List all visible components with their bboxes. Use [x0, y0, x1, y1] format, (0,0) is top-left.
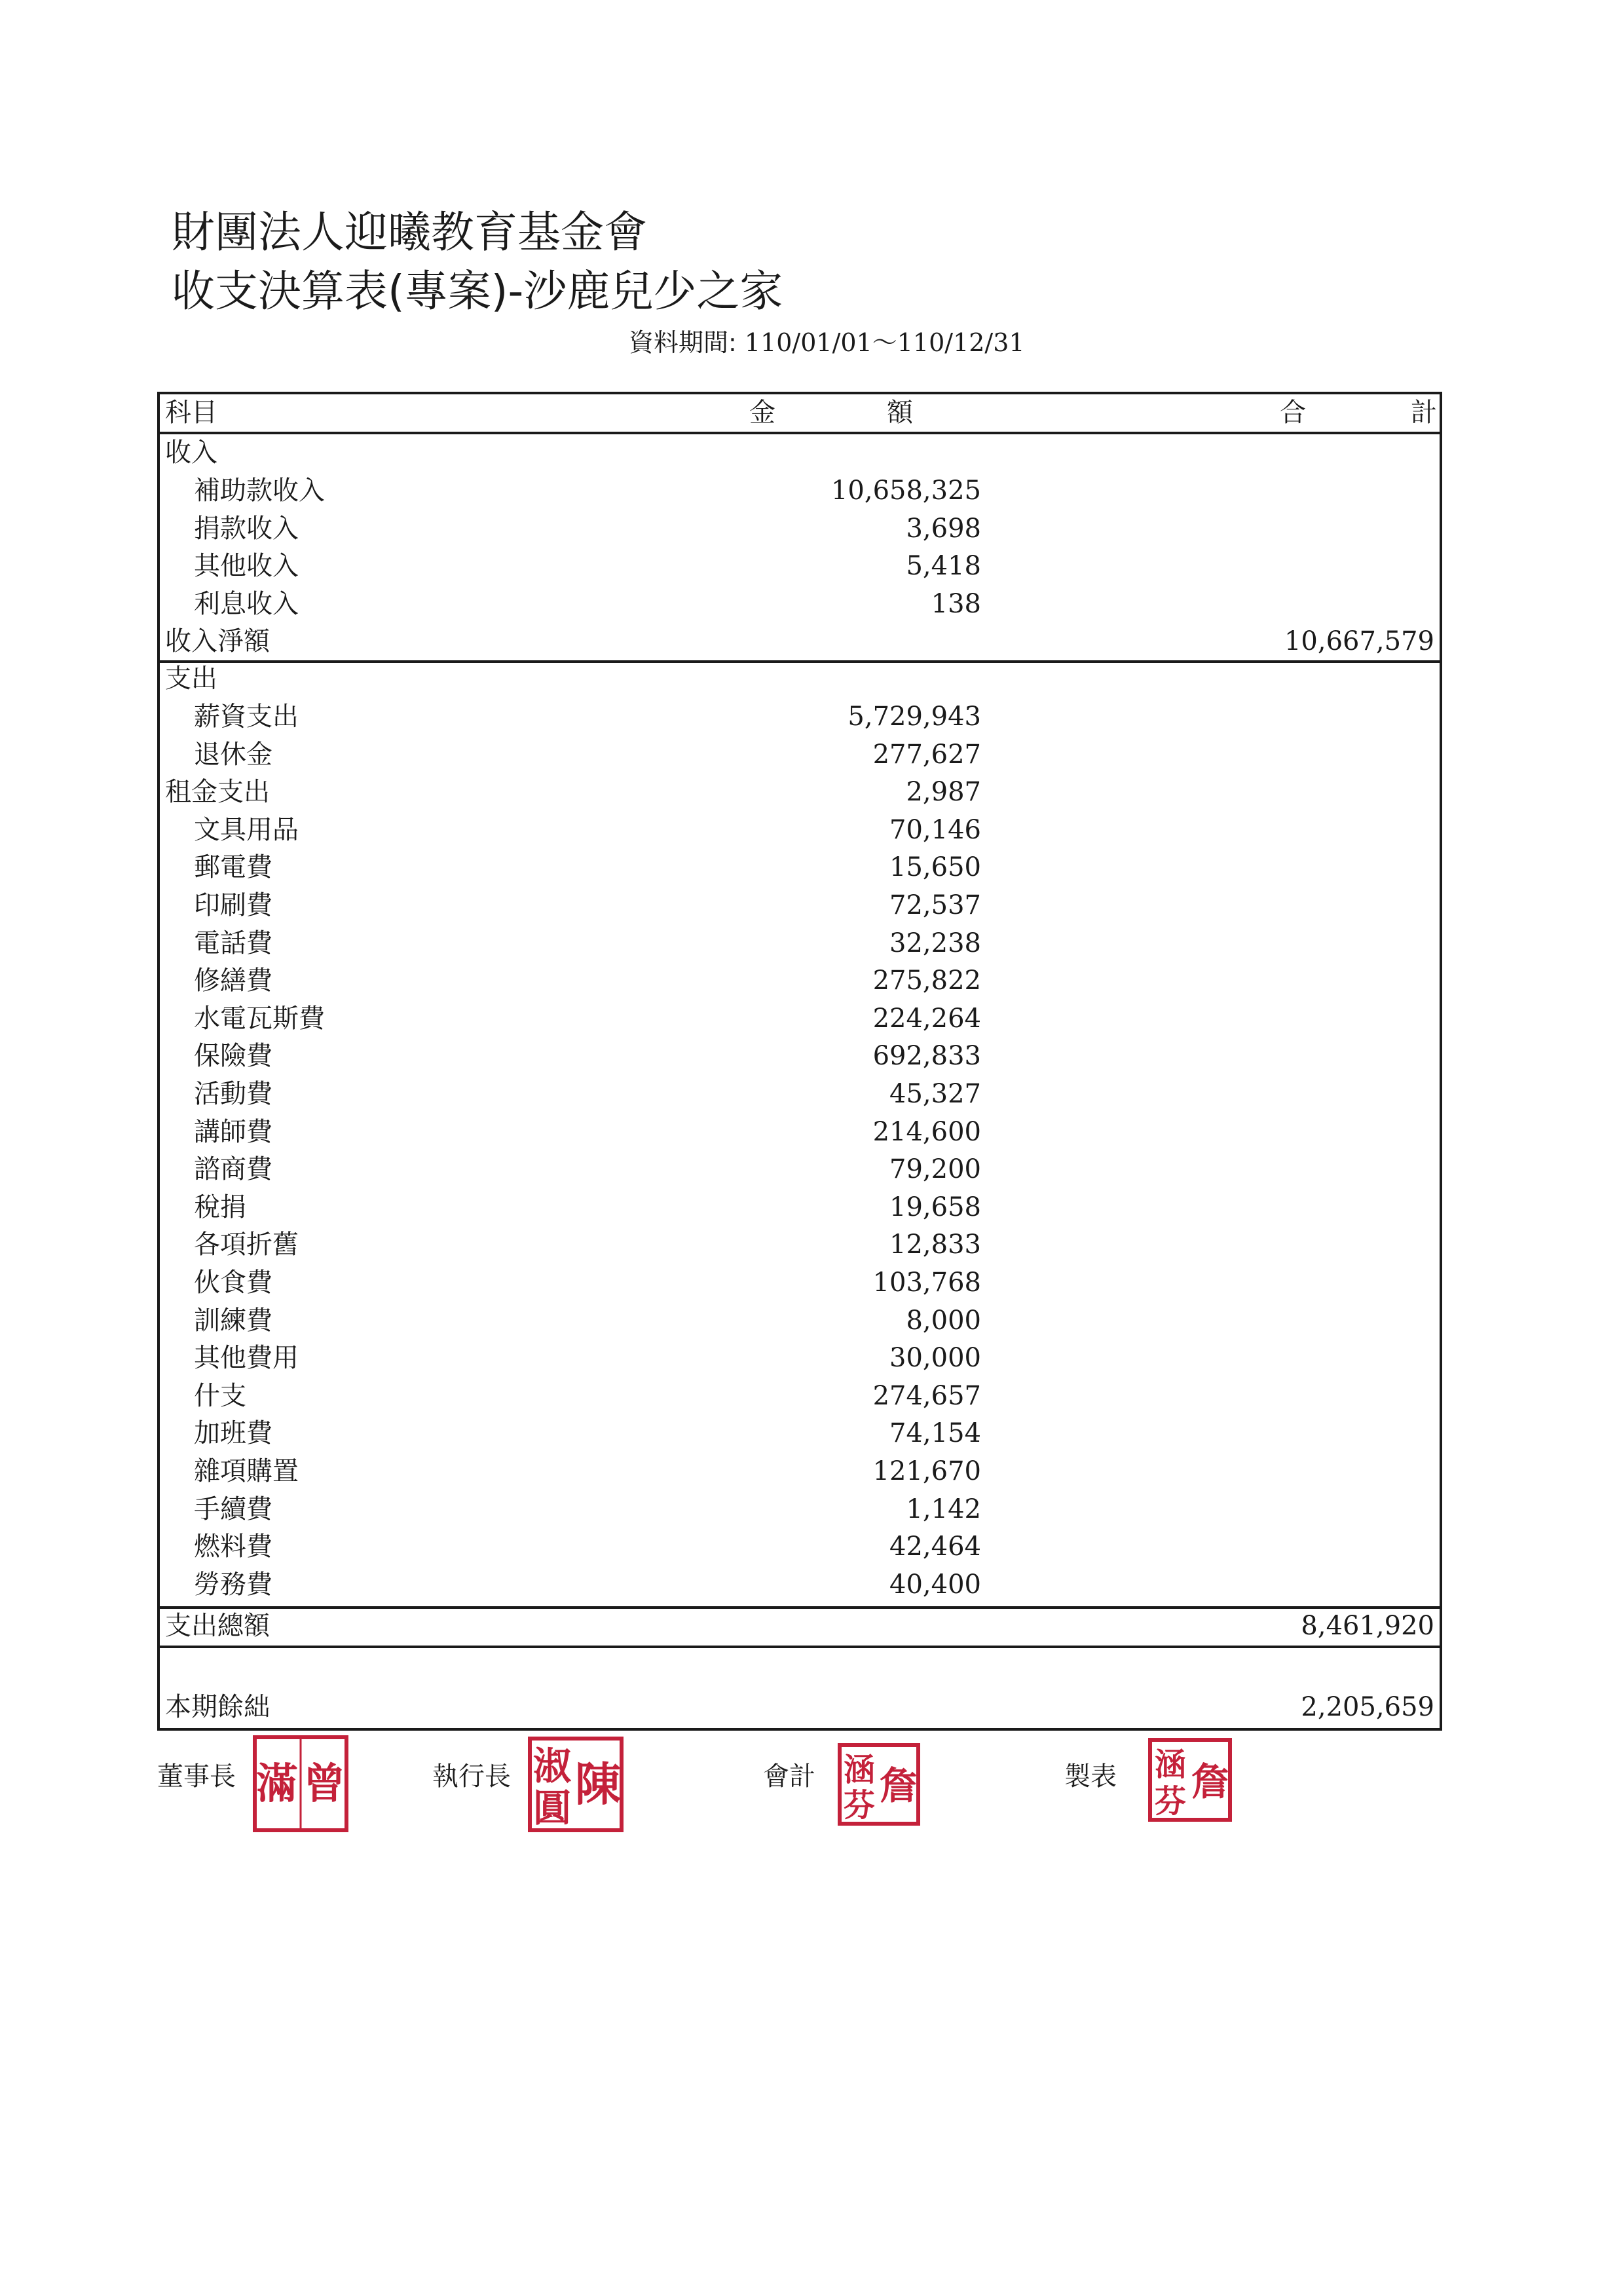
expense-item-amount: 30,000: [889, 1343, 981, 1374]
expense-item-amount: 692,833: [872, 1041, 981, 1072]
expense-item-label: 電話費: [194, 928, 272, 958]
seal-char: 芬: [1154, 1783, 1187, 1820]
expense-item-amount: 121,670: [872, 1456, 981, 1486]
seal-char: 曾: [303, 1760, 345, 1809]
income-heading: 收入: [165, 438, 217, 468]
header-total-char-2: 計: [1411, 398, 1437, 428]
expense-item-label: 印刷費: [194, 890, 272, 920]
seal-char: 涵: [1154, 1746, 1187, 1783]
expense-item-amount: 45,327: [889, 1079, 981, 1109]
income-total-label: 收入淨額: [165, 626, 270, 656]
expense-item-label: 退休金: [194, 739, 272, 770]
expense-item-amount: 8,000: [906, 1305, 981, 1336]
seal-char: 詹: [879, 1763, 918, 1808]
income-item-label: 利息收入: [194, 588, 299, 619]
expense-item-label: 租金支出: [165, 777, 270, 808]
income-item-amount: 10,658,325: [830, 476, 981, 506]
organization-title: 財團法人迎曦教育基金會: [172, 207, 647, 257]
expense-item-amount: 79,200: [889, 1154, 981, 1185]
expense-item-amount: 19,658: [889, 1192, 981, 1222]
signature-accountant-label: 會計: [763, 1761, 815, 1792]
expense-item-amount: 12,833: [889, 1230, 981, 1260]
expense-item-label: 燃料費: [194, 1532, 272, 1562]
expense-total-divider: [160, 1646, 1440, 1648]
income-total-value: 10,667,579: [1284, 626, 1434, 656]
income-item-amount: 138: [931, 588, 981, 619]
expense-item-amount: 2,987: [906, 777, 981, 808]
seal-char: 滿: [256, 1760, 298, 1809]
seal-char: 芬: [843, 1787, 876, 1824]
header-amount-char-1: 金: [749, 398, 775, 428]
ceo-seal: [527, 1736, 624, 1833]
expense-item-label: 修繕費: [194, 966, 272, 996]
expense-item-amount: 40,400: [889, 1569, 981, 1600]
expense-item-amount: 274,657: [872, 1380, 981, 1411]
expense-item-amount: 70,146: [889, 814, 981, 845]
expense-item-amount: 214,600: [872, 1116, 981, 1147]
expense-item-label: 稅捐: [194, 1192, 246, 1222]
income-item-label: 捐款收入: [194, 513, 299, 544]
seal-char: 陳: [575, 1757, 621, 1811]
report-period: [629, 322, 1025, 358]
expense-item-amount: 224,264: [872, 1003, 981, 1034]
expense-item-amount: 42,464: [889, 1532, 981, 1562]
expense-item-amount: 275,822: [872, 966, 981, 996]
expense-heading: 支出: [165, 664, 217, 694]
header-divider: [160, 432, 1440, 434]
expense-item-label: 活動費: [194, 1079, 272, 1109]
preparer-seal: [1147, 1737, 1233, 1822]
header-total-char-1: 合: [1280, 398, 1306, 428]
chairman-seal: [252, 1735, 349, 1833]
expense-total-value: 8,461,920: [1301, 1611, 1434, 1641]
income-divider: [160, 660, 1440, 663]
expense-item-label: 各項折舊: [194, 1230, 299, 1260]
income-item-amount: 3,698: [906, 513, 981, 544]
header-amount-char-2: 額: [887, 398, 913, 428]
expense-item-label: 勞務費: [194, 1569, 272, 1600]
period-label: 資料期間:: [629, 328, 737, 357]
expense-item-label: 水電瓦斯費: [194, 1003, 325, 1034]
expense-item-amount: 5,729,943: [848, 702, 981, 732]
signature-preparer-label: 製表: [1064, 1761, 1117, 1792]
expense-item-label: 伙食費: [194, 1268, 272, 1298]
expense-item-label: 薪資支出: [194, 702, 299, 732]
signature-ceo-label: 執行長: [432, 1761, 511, 1792]
period-value: 110/01/01～110/12/31: [744, 328, 1025, 357]
expense-item-amount: 74,154: [889, 1418, 981, 1449]
statement-table: [157, 392, 1442, 1731]
expense-item-amount: 103,768: [872, 1268, 981, 1298]
accountant-seal: [837, 1742, 921, 1826]
expense-item-label: 加班費: [194, 1418, 272, 1449]
signature-chairman-label: 董事長: [157, 1761, 236, 1792]
balance-value: 2,205,659: [1301, 1692, 1434, 1722]
expense-divider: [160, 1606, 1440, 1609]
expense-total-label: 支出總額: [165, 1611, 270, 1641]
expense-item-label: 手續費: [194, 1494, 272, 1524]
expense-item-label: 什支: [194, 1380, 246, 1411]
income-item-label: 其他收入: [194, 551, 299, 582]
expense-item-label: 講師費: [194, 1116, 272, 1147]
expense-item-label: 郵電費: [194, 852, 272, 883]
expense-item-amount: 277,627: [872, 739, 981, 770]
expense-item-label: 雜項購置: [194, 1456, 299, 1486]
header-subject: 科目: [165, 398, 217, 428]
seal-char: 淑: [532, 1744, 572, 1788]
expense-item-label: 文具用品: [194, 814, 299, 845]
income-item-label: 補助款收入: [194, 476, 325, 506]
report-title: 收支決算表(專案)-沙鹿兒少之家: [172, 266, 783, 316]
seal-char: 涵: [843, 1752, 876, 1788]
seal-char: 圓: [532, 1786, 572, 1830]
balance-label: 本期餘絀: [165, 1692, 270, 1722]
expense-item-amount: 15,650: [889, 852, 981, 883]
expense-item-label: 諮商費: [194, 1154, 272, 1185]
income-item-amount: 5,418: [906, 551, 981, 582]
expense-item-amount: 1,142: [906, 1494, 981, 1524]
expense-item-label: 保險費: [194, 1041, 272, 1072]
expense-item-amount: 32,238: [889, 928, 981, 958]
seal-char: 詹: [1191, 1760, 1230, 1804]
expense-item-label: 其他費用: [194, 1343, 299, 1374]
expense-item-label: 訓練費: [194, 1305, 272, 1336]
expense-item-amount: 72,537: [889, 890, 981, 920]
